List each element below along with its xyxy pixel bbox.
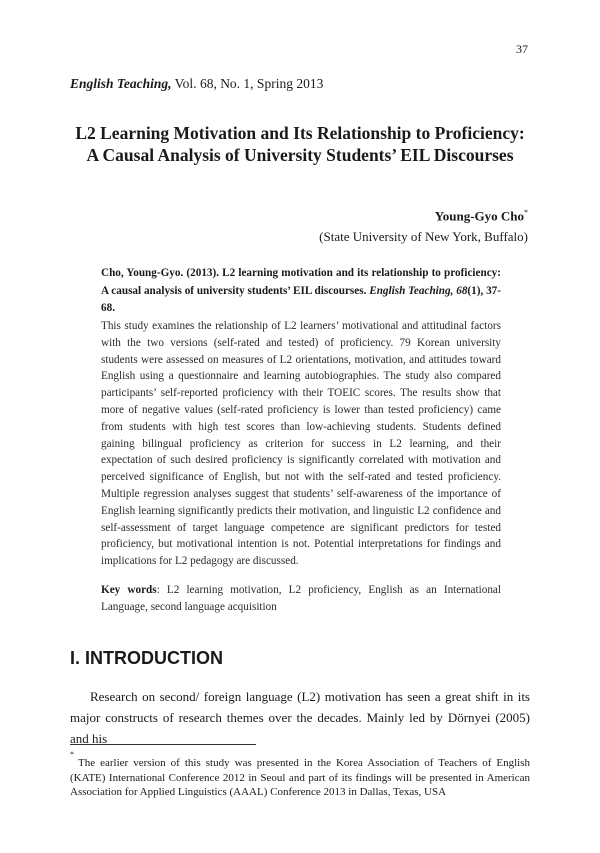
journal-details: Vol. 68, No. 1, Spring 2013 — [171, 76, 324, 91]
citation-journal: English Teaching, 68 — [369, 284, 468, 297]
keywords-text: : L2 learning motivation, L2 proficiency, English as an International Language, second language acquisition — [101, 584, 501, 613]
keywords — [101, 582, 501, 616]
author-name-text: Young-Gyo Cho — [434, 208, 524, 224]
citation-pages: (1), 37-68. — [101, 284, 501, 314]
keywords-label: Key words — [101, 584, 157, 596]
footnote-divider — [70, 744, 256, 745]
paper-title — [40, 122, 560, 166]
journal-header — [70, 76, 323, 92]
footnote-mark: * — [70, 750, 74, 759]
title-line-2: A Causal Analysis of University Students’ EIL Discourses — [86, 145, 514, 165]
intro-paragraph: Research on second/ foreign language (L2) motivation has seen a great shift in its major constructs of research themes over the decades. Mainly led by Dörnyei (2005) and his — [70, 689, 530, 746]
abstract: This study examines the relationship of L2 learners’ motivational and attitudinal factors with the two versions (self-rated and tested) of proficiency. 79 Korean university students were assessed on measures of L2 orientations, motivation, and attitudes toward English using a questionnaire and learning autobiographies. The study also compared participants’ self-reported proficiency with their TOEIC scores. The results show that more of negative values (self-rated proficiency is lower than tested proficiency) came from students with high test scores than low-achieving students. Students defined gaining bilingual proficiency as criterion for success in L2 learning, and their expectation of such desired proficiency is significantly correlated with motivation and perceived significance of English, but not with the self-rated and tested proficiency. Multiple regression analyses suggest that students’ self-awareness of the importance of English learning significantly predicts their motivation, and linguistic L2 confidence and self-assessment of target language competence are significant predictors for tested proficiency, but motivational intention is not. Potential interpretations for findings and implications for L2 pedagogy are discussed. — [101, 320, 501, 568]
author-name — [435, 208, 528, 224]
citation-text: Cho, Young-Gyo. (2013). L2 learning motivation and its relationship to proficiency: A causal analysis of university students’ EIL discourses. — [101, 267, 501, 297]
section-heading-introduction: I. INTRODUCTION — [70, 648, 223, 668]
journal-name: English Teaching, — [70, 76, 172, 91]
title-line-1: L2 Learning Motivation and Its Relationship to Proficiency: — [75, 123, 525, 143]
author-footnote-mark: * — [524, 208, 528, 217]
page-number: 37 — [516, 42, 528, 56]
footnote-text: The earlier version of this study was presented in the Korea Association of Teachers of English (KATE) International Conference 2012 in Seoul and part of its findings will be presented in American Association for Applied Linguistics (AAAL) Conference 2013 in Dallas, Texas, USA — [70, 757, 530, 798]
citation-block — [101, 265, 501, 318]
author-affiliation: (State University of New York, Buffalo) — [319, 229, 528, 244]
